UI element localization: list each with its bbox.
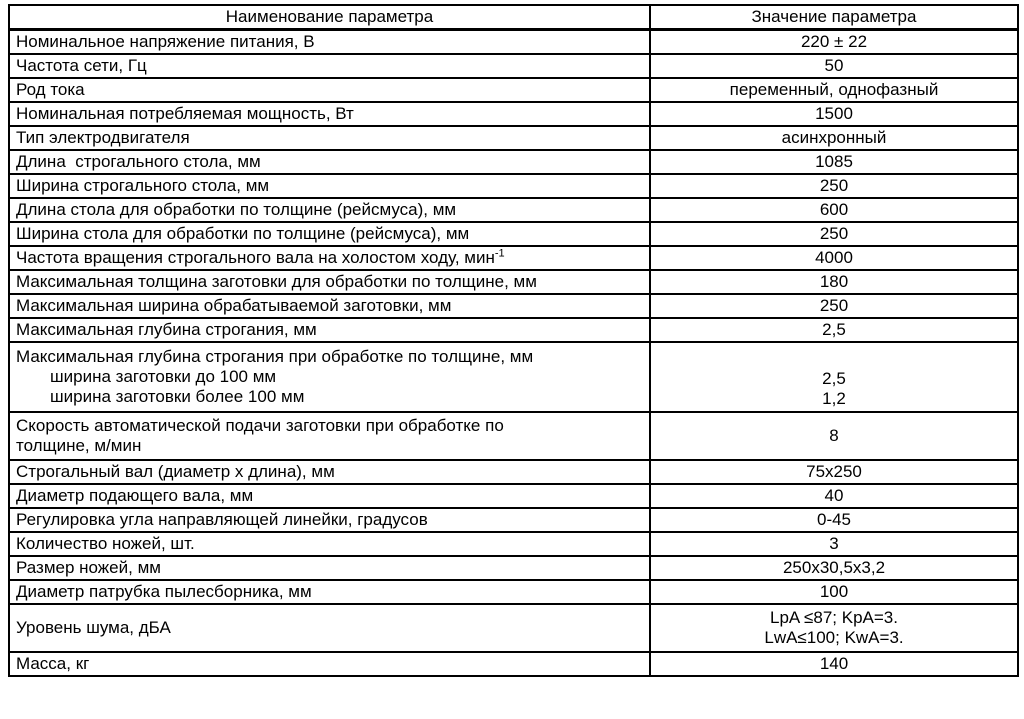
param-name: Диаметр патрубка пылесборника, мм bbox=[9, 580, 650, 604]
param-name: Максимальная толщина заготовки для обработки по толщине, мм bbox=[9, 270, 650, 294]
table-row bbox=[9, 484, 1018, 508]
param-name: Длина стола для обработки по толщине (рейсмуса), мм bbox=[9, 198, 650, 222]
table-row bbox=[9, 78, 1018, 102]
table-row bbox=[9, 460, 1018, 484]
param-value: 250 bbox=[650, 294, 1018, 318]
param-name: Тип электродвигателя bbox=[9, 126, 650, 150]
param-name: Масса, кг bbox=[9, 652, 650, 676]
table-row bbox=[9, 318, 1018, 342]
table-row bbox=[9, 222, 1018, 246]
param-name: Максимальная ширина обрабатываемой заготовки, мм bbox=[9, 294, 650, 318]
param-value: 0-45 bbox=[650, 508, 1018, 532]
table-row bbox=[9, 580, 1018, 604]
param-name: Частота сети, Гц bbox=[9, 54, 650, 78]
param-value: асинхронный bbox=[650, 126, 1018, 150]
param-value-cell bbox=[650, 604, 1018, 652]
param-name: Скорость автоматической подачи заготовки при обработке по bbox=[16, 416, 504, 435]
param-name-cell bbox=[9, 246, 650, 270]
table-row bbox=[9, 246, 1018, 270]
param-value: 250x30,5x3,2 bbox=[650, 556, 1018, 580]
param-unit-exponent: -1 bbox=[494, 247, 505, 260]
param-value: 50 bbox=[650, 54, 1018, 78]
param-value: LwA≤100; KwA=3. bbox=[764, 628, 904, 647]
table-row bbox=[9, 102, 1018, 126]
param-value: 3 bbox=[650, 532, 1018, 556]
spec-sheet bbox=[8, 4, 1017, 677]
param-name-cell bbox=[9, 342, 650, 412]
table-row bbox=[9, 270, 1018, 294]
param-value: 1,2 bbox=[822, 389, 846, 408]
param-name: Ширина стола для обработки по толщине (рейсмуса), мм bbox=[9, 222, 650, 246]
param-value: переменный, однофазный bbox=[650, 78, 1018, 102]
param-name: Размер ножей, мм bbox=[9, 556, 650, 580]
table-row bbox=[9, 150, 1018, 174]
header-value: Значение параметра bbox=[650, 5, 1018, 30]
param-value: 40 bbox=[650, 484, 1018, 508]
table-row bbox=[9, 604, 1018, 652]
table-header-row bbox=[9, 5, 1018, 30]
param-value: 250 bbox=[650, 222, 1018, 246]
header-name: Наименование параметра bbox=[9, 5, 650, 30]
table-row bbox=[9, 652, 1018, 676]
param-name: Род тока bbox=[9, 78, 650, 102]
param-name: Диаметр подающего вала, мм bbox=[9, 484, 650, 508]
table-row bbox=[9, 508, 1018, 532]
table-row bbox=[9, 532, 1018, 556]
param-value-cell bbox=[650, 342, 1018, 412]
param-name: Максимальная глубина строгания при обработке по толщине, мм bbox=[16, 347, 534, 366]
param-name: Номинальная потребляемая мощность, Вт bbox=[9, 102, 650, 126]
table-row bbox=[9, 294, 1018, 318]
param-value: 1500 bbox=[650, 102, 1018, 126]
param-name: Уровень шума, дБА bbox=[9, 604, 650, 652]
param-name: Ширина строгального стола, мм bbox=[9, 174, 650, 198]
table-row bbox=[9, 342, 1018, 412]
param-value: 180 bbox=[650, 270, 1018, 294]
param-name: Длина строгального стола, мм bbox=[9, 150, 650, 174]
param-value: 75x250 bbox=[650, 460, 1018, 484]
param-value: 4000 bbox=[650, 246, 1018, 270]
param-value: 140 bbox=[650, 652, 1018, 676]
param-name: Номинальное напряжение питания, В bbox=[9, 30, 650, 55]
param-subitem: ширина заготовки до 100 мм bbox=[50, 367, 277, 386]
table-row bbox=[9, 412, 1018, 460]
param-name: Частота вращения строгального вала на холостом ходу, мин bbox=[16, 248, 495, 267]
table-row bbox=[9, 198, 1018, 222]
param-value: 100 bbox=[650, 580, 1018, 604]
param-value: 2,5 bbox=[650, 318, 1018, 342]
param-value: 250 bbox=[650, 174, 1018, 198]
table-row bbox=[9, 30, 1018, 55]
param-name: толщине, м/мин bbox=[16, 436, 142, 455]
table-row bbox=[9, 174, 1018, 198]
param-name: Максимальная глубина строгания, мм bbox=[9, 318, 650, 342]
param-name: Строгальный вал (диаметр х длина), мм bbox=[9, 460, 650, 484]
parameters-table bbox=[8, 4, 1019, 677]
table-row bbox=[9, 556, 1018, 580]
param-value: 600 bbox=[650, 198, 1018, 222]
param-subitem: ширина заготовки более 100 мм bbox=[50, 387, 305, 406]
param-value: 1085 bbox=[650, 150, 1018, 174]
param-name: Регулировка угла направляющей линейки, градусов bbox=[9, 508, 650, 532]
table-row bbox=[9, 54, 1018, 78]
param-name: Количество ножей, шт. bbox=[9, 532, 650, 556]
table-row bbox=[9, 126, 1018, 150]
param-value: LpA ≤87; KpA=3. bbox=[770, 608, 898, 627]
param-value: 220 ± 22 bbox=[650, 30, 1018, 55]
param-value: 8 bbox=[650, 412, 1018, 460]
param-name-cell bbox=[9, 412, 650, 460]
param-value: 2,5 bbox=[822, 369, 846, 388]
